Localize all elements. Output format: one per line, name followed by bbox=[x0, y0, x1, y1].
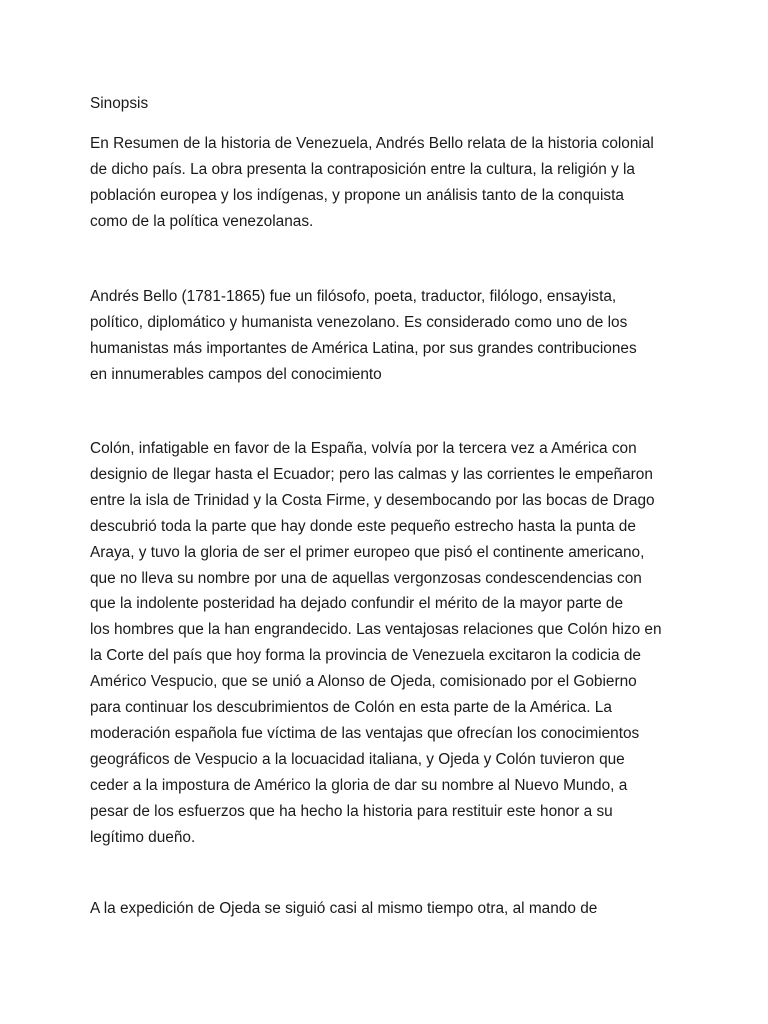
text-line: Colón, infatigable en favor de la España, volvía por la tercera vez a América con bbox=[90, 440, 637, 457]
text-line: ceder a la impostura de Américo la gloria de dar su nombre al Nuevo Mundo, a bbox=[90, 776, 628, 794]
text-line: de dicho país. La obra presenta la contraposición entre la cultura, la religión y la bbox=[90, 160, 635, 178]
text-line: Andrés Bello (1781-1865) fue un filósofo, poeta, traductor, filólogo, ensayista, bbox=[90, 288, 617, 305]
text-line: A la expedición de Ojeda se siguió casi al mismo tiempo otra, al mando de bbox=[90, 900, 598, 917]
text-line: pesar de los esfuerzos que ha hecho la historia para restituir este honor a su bbox=[90, 802, 613, 820]
text-line: En Resumen de la historia de Venezuela, Andrés Bello relata de la historia colonial bbox=[90, 135, 654, 152]
text-line: descubrió toda la parte que hay donde este pequeño estrecho hasta la punta de bbox=[90, 517, 636, 535]
text-line: que no lleva su nombre por una de aquellas vergonzosas condescendencias con bbox=[90, 569, 642, 587]
text-line: geográficos de Vespucio a la locuacidad italiana, y Ojeda y Colón tuvieron que bbox=[90, 750, 625, 768]
text-line: humanistas más importantes de América Latina, por sus grandes contribuciones bbox=[90, 339, 637, 357]
text-line: la Corte del país que hoy forma la provincia de Venezuela excitaron la codicia de bbox=[90, 647, 641, 665]
paragraph-author-bio bbox=[90, 284, 690, 388]
document-heading: Sinopsis bbox=[90, 95, 149, 112]
paragraph-summary bbox=[90, 131, 690, 235]
text-line: Araya, y tuvo la gloria de ser el primer europeo que pisó el continente americano, bbox=[90, 543, 645, 561]
text-line: moderación española fue víctima de las ventajas que ofrecían los conocimientos bbox=[90, 724, 640, 742]
text-line: designio de llegar hasta el Ecuador; pero las calmas y las corrientes le empeñaron bbox=[90, 465, 653, 483]
text-line: para continuar los descubrimientos de Colón en esta parte de la América. La bbox=[90, 699, 612, 717]
text-line: entre la isla de Trinidad y la Costa Firme, y desembocando por las bocas de Drago bbox=[90, 491, 655, 509]
text-line: población europea y los indígenas, y propone un análisis tanto de la conquista bbox=[90, 186, 624, 204]
text-line: que la indolente posteridad ha dejado confundir el mérito de la mayor parte de bbox=[90, 595, 624, 613]
text-line: legítimo dueño. bbox=[90, 828, 196, 846]
text-line: político, diplomático y humanista venezolano. Es considerado como uno de los bbox=[90, 313, 628, 331]
text-line: los hombres que la han engrandecido. Las ventajosas relaciones que Colón hizo en bbox=[90, 621, 662, 639]
paragraph-excerpt bbox=[90, 436, 690, 851]
text-line: como de la política venezolanas. bbox=[90, 212, 314, 230]
text-line: en innumerables campos del conocimiento bbox=[90, 365, 382, 383]
text-line: Américo Vespucio, que se unió a Alonso de Ojeda, comisionado por el Gobierno bbox=[90, 673, 637, 691]
paragraph-continuation bbox=[90, 896, 690, 922]
